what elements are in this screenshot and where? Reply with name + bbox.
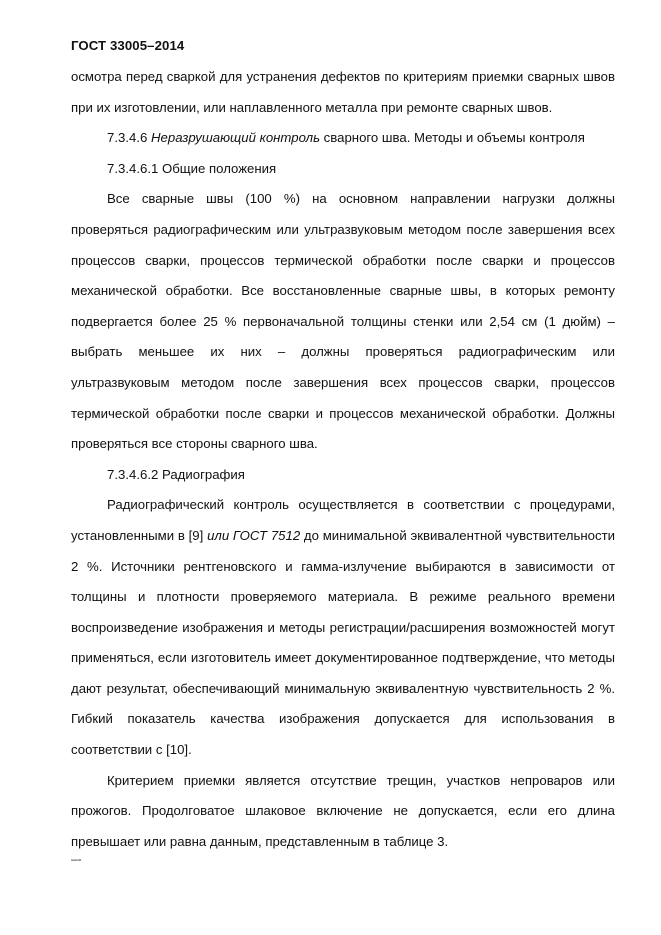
radiography-reference-italic: или ГОСТ 7512 (207, 527, 301, 543)
section-title-rest: сварного шва. Методы и объемы контроля (320, 130, 585, 146)
document-header (71, 38, 184, 53)
document-body (71, 62, 615, 857)
section-heading-7-3-4-6 (71, 123, 615, 154)
paragraph-radiography (71, 490, 615, 765)
section-heading-7-3-4-6-1: 7.3.4.6.1 Общие положения (107, 160, 277, 176)
radiography-text-b: до минимальной эквивалентной чувствительности 2 %. Источники рентгеновского и гамма-излучение выбираются в зависимости от толщины и плотности проверяемого материала. В режиме реального времени воспроизведение изображения и методы регистрации/расширения возможностей могут применяться, если изготовитель имеет документированное подтверждение, что методы дают результат, обеспечивающий минимальную эквивалентную чувствительность 2 %. Гибкий показатель качества изображения допускается для использования в соответствии с [10]. (71, 527, 615, 758)
paragraph-general-provisions: Все сварные швы (100 %) на основном направлении нагрузки должны проверяться радиографическим или ультразвуковым методом после завершения всех процессов сварки, процессов термической обработки после сварки и процессов механической обработки. Все восстановленные сварные швы, в которых ремонту подвергается более 25 % первоначальной толщины стенки или 2,54 см (1 дюйм) – выбрать меньшее их них – должны проверяться радиографическим или ультразвуковым методом после завершения всех процессов сварки, процессов термической обработки после сварки и процессов механической обработки. Должны проверяться все стороны сварного шва. (71, 191, 615, 452)
doc-code: ГОСТ 33005–2014 (71, 38, 185, 53)
section-heading-7-3-4-6-2: 7.3.4.6.2 Радиография (107, 466, 245, 482)
paragraph-acceptance-criteria: Критерием приемки является отсутствие трещин, участков непроваров или прожогов. Продолговатое шлаковое включение не допускается, если его длина превышает или равна данным, представленным в таблице 3. (71, 772, 615, 849)
section-title-italic: Неразрушающий контроль (151, 130, 321, 146)
radiography-text-a: Радиографический контроль осуществляется в соответствии с процедурами, установленными в [9] (71, 497, 615, 543)
paragraph-continuation: осмотра перед сваркой для устранения дефектов по критериям приемки сварных швов при их изготовлении, или наплавленного металла при ремонте сварных швов. (71, 69, 615, 115)
footer-mark: –- (71, 852, 82, 866)
section-number: 7.3.4.6 (107, 130, 151, 146)
